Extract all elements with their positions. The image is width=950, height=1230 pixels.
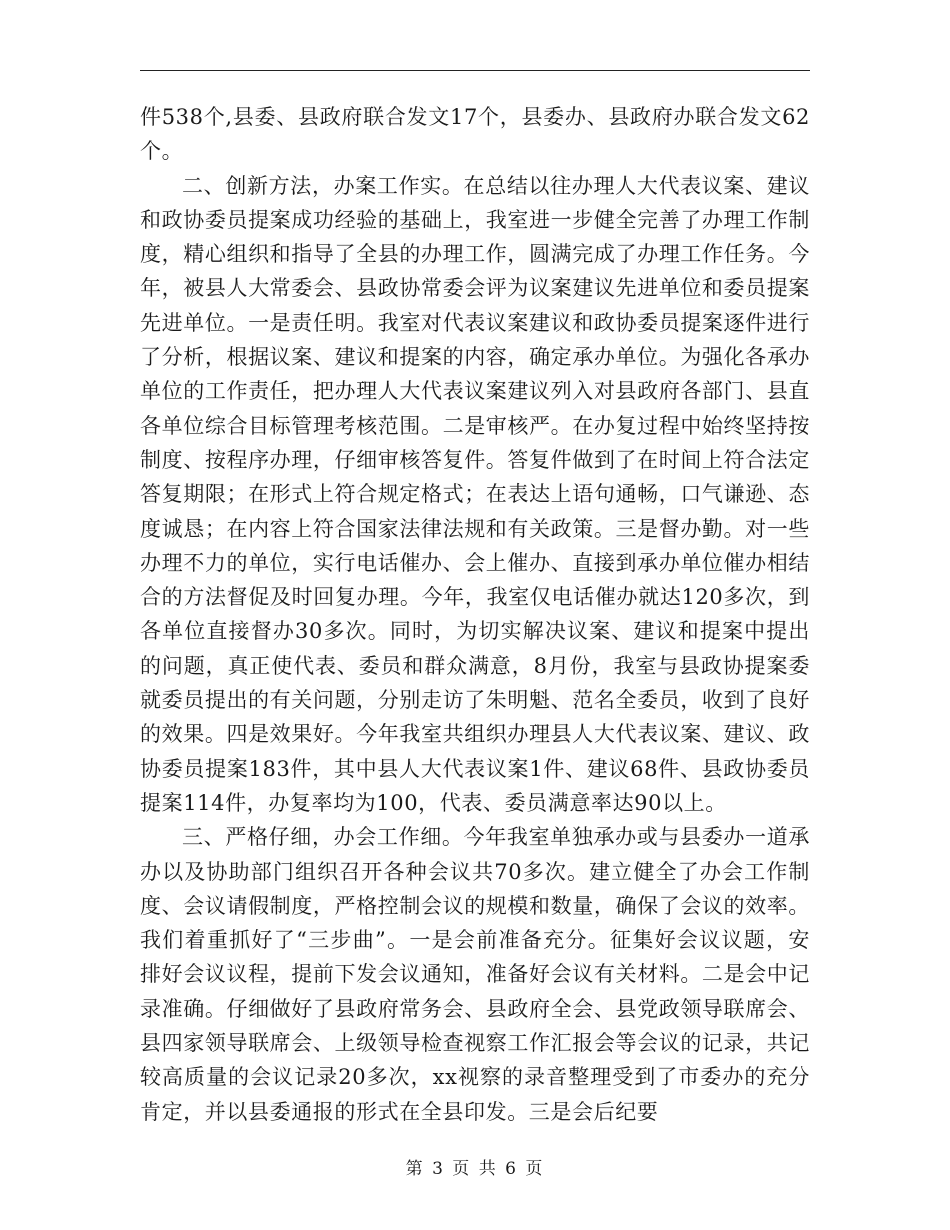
header-rule	[140, 70, 810, 71]
page-footer: 第 3 页 共 6 页	[405, 1159, 545, 1179]
paragraph-continuation: 件538个,县委、县政府联合发文17个，县委办、县政府办联合发文62个。	[140, 105, 810, 164]
paragraph-section-two: 二、创新方法，办案工作实。在总结以往办理人大代表议案、建议和政协委员提案成功经验的基础上，我室进一步健全完善了办理工作制度，精心组织和指导了全县的办理工作，圆满完成了办理工作任务。今年，被县人大常委会、县政协常委会评为议案建议先进单位和委员提案先进单位。一是责任明。我室对代表议案建议和政协委员提案逐件进行了分析，根据议案、建议和提案的内容，确定承办单位。为强化各承办单位的工作责任，把办理人大代表议案建议列入对县政府各部门、县直各单位综合目标管理考核范围。二是审核严。在办复过程中始终坚持按制度、按程序办理，仔细审核答复件。答复件做到了在时间上符合法定答复期限；在形式上符合规定格式；在表达上语句通畅，口气谦逊、态度诚恳；在内容上符合国家法律法规和有关政策。三是督办勤。对一些办理不力的单位，实行电话催办、会上催办、直接到承办单位催办相结合的方法督促及时回复办理。今年，我室仅电话催办就达120多次，到各单位直接督办30多次。同时，为切实解决议案、建议和提案中提出的问题，真正使代表、委员和群众满意，8月份，我室与县政协提案委就委员提出的有关问题，分别走访了朱明魁、范名全委员，收到了良好的效果。四是效果好。今年我室共组织办理县人大代表议案、建议、政协委员提案183件，其中县人大代表议案1件、建议68件、县政协委员提案114件，办复率均为100，代表、委员满意率达90以上。	[140, 173, 810, 815]
paragraph-section-three: 三、严格仔细，办会工作细。今年我室单独承办或与县委办一道承办以及协助部门组织召开各种会议共70多次。建立健全了办会工作制度、会议请假制度，严格控制会议的规模和数量，确保了会议的效率。我们着重抓好了“三步曲”。一是会前准备充分。征集好会议议题，安排好会议议程，提前下发会议通知，准备好会议有关材料。二是会中记录准确。仔细做好了县政府常务会、县政府全会、县党政领导联席会、县四家领导联席会、上级领导检查视察工作汇报会等会议的记录，共记较高质量的会议记录20多次，xx视察的录音整理受到了市委办的充分肯定，并以县委通报的形式在全县印发。三是会后纪要	[140, 825, 810, 1124]
document-body	[140, 100, 810, 1129]
